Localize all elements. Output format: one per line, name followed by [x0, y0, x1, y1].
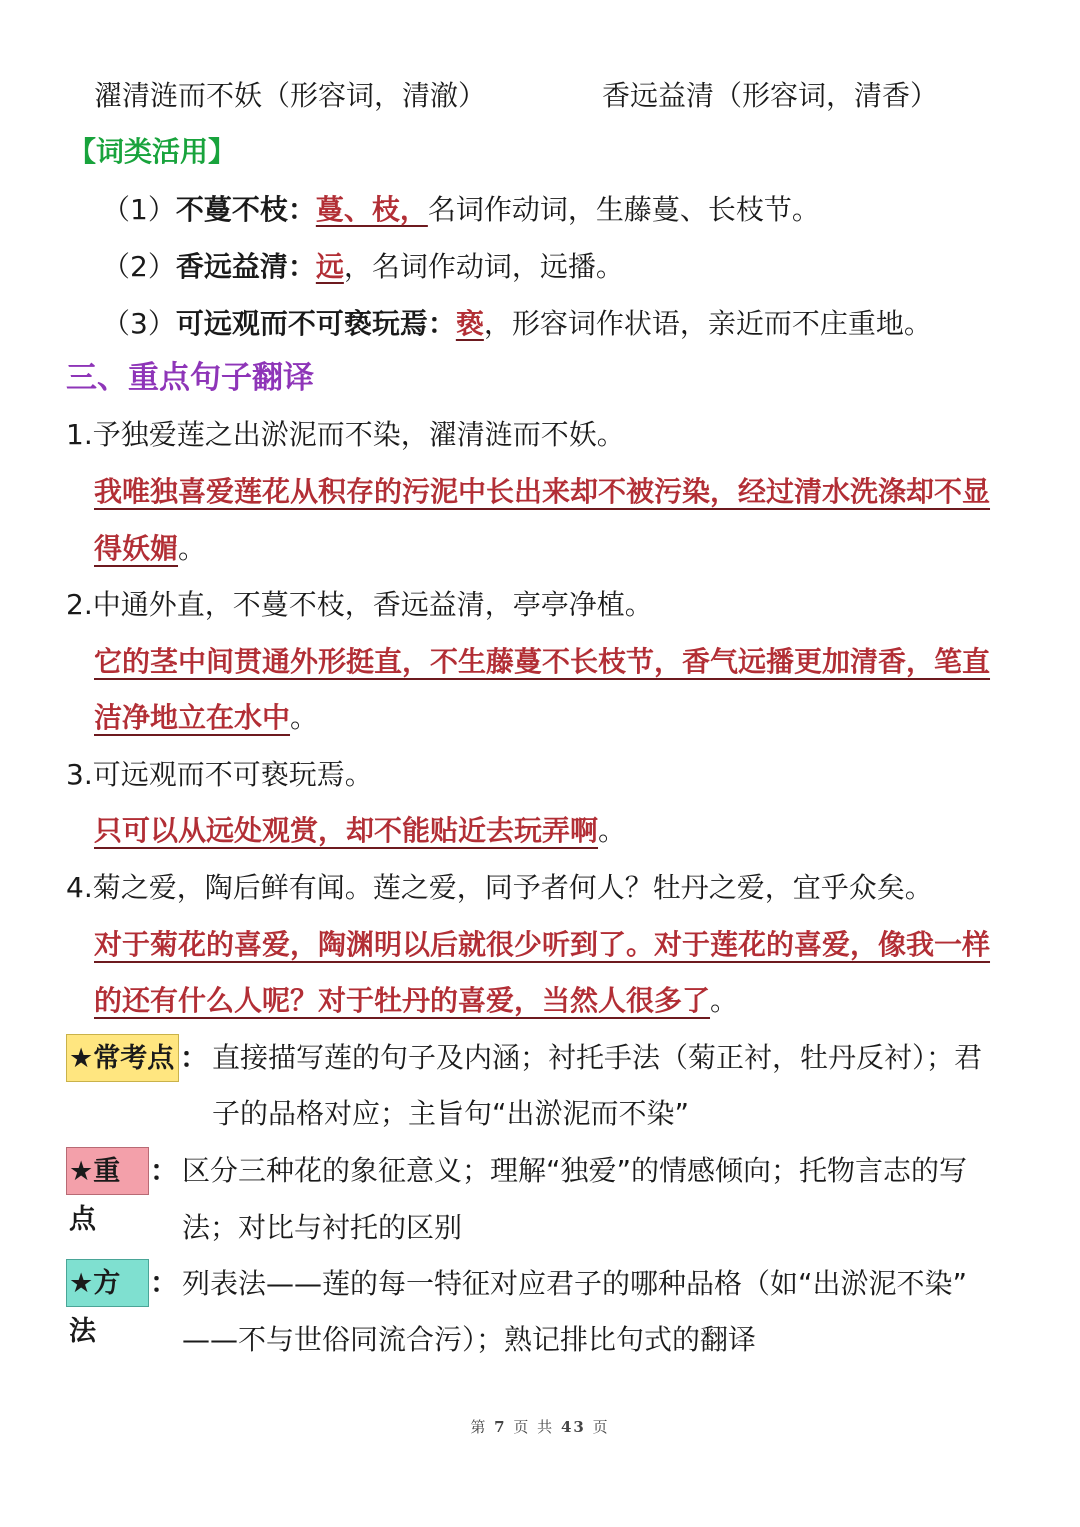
sentence-1-translation-line2: 得妖媚。 [94, 532, 207, 565]
item-phrase: 可远观而不可亵玩焉： [175, 307, 456, 340]
sentence-4-translation-line2: 的还有什么人呢？对于牡丹的喜爱，当然人很多了。 [94, 984, 739, 1017]
page-footer: 第 7 页 共 43 页 [470, 1418, 610, 1436]
example-left: 濯清涟而不妖（形容词，清澈） [94, 79, 487, 112]
sentence-2-original: 2.中通外直，不蔓不枝，香远益清，亭亭净植。 [66, 588, 653, 621]
item-number: （1） [102, 193, 176, 226]
item-key: 亵 [455, 307, 484, 340]
item-explain: ，名词作动词，远播。 [343, 250, 624, 283]
item-number: （3） [102, 307, 176, 340]
sentence-3-original: 3.可远观而不可亵玩焉。 [66, 758, 373, 791]
item-key: 远 [315, 250, 344, 283]
sentence-1-translation-line1: 我唯独喜爱莲花从积存的污泥中长出来却不被污染，经过清水洗涤却不显 [94, 475, 991, 508]
page-total: 43 [560, 1418, 586, 1436]
item-phrase: 香远益清： [175, 250, 316, 283]
note-3-line1: 列表法——莲的每一特征对应君子的哪种品格（如“出淤泥不染” [182, 1267, 968, 1300]
note-1-line2: 子的品格对应；主旨句“出淤泥而不染” [212, 1097, 690, 1130]
note-2-line2: 法；对比与衬托的区别 [182, 1211, 463, 1244]
sentence-3-translation-line1: 只可以从远处观赏，却不能贴近去玩弄啊。 [94, 814, 627, 847]
note-badge-key-exam: ★常考点 [66, 1034, 179, 1082]
note-badge-method: ★方法 [66, 1259, 149, 1307]
note-badge-focus: ★重点 [66, 1147, 149, 1195]
note-2-line1: 区分三种花的象征意义；理解“独爱”的情感倾向；托物言志的写 [182, 1154, 968, 1187]
sentence-2-translation-line2: 洁净地立在水中。 [94, 701, 319, 734]
example-right: 香远益清（形容词，清香） [602, 79, 939, 112]
item-explain: ，形容词作状语，亲近而不庄重地。 [483, 307, 932, 340]
sentence-2-translation-line1: 它的茎中间贯通外形挺直，不生藤蔓不长枝节，香气远播更加清香，笔直 [94, 645, 991, 678]
note-colon: ： [180, 1041, 209, 1074]
note-1-line1: 直接描写莲的句子及内涵；衬托手法（菊正衬，牡丹反衬）；君 [212, 1041, 983, 1074]
item-number: （2） [102, 250, 176, 283]
item-phrase: 不蔓不枝： [175, 193, 316, 226]
page-number: 7 [494, 1418, 507, 1436]
note-colon: ： [150, 1266, 179, 1299]
wordclass-item-1 [102, 190, 820, 230]
translation-heading: 三、重点句子翻译 [66, 360, 314, 396]
wordclass-heading: 【词类活用】 [68, 135, 237, 168]
wordclass-item-3 [102, 304, 932, 344]
item-explain: 名词作动词，生藤蔓、长枝节。 [427, 193, 820, 226]
note-colon: ： [150, 1154, 179, 1187]
sentence-4-translation-line1: 对于菊花的喜爱，陶渊明以后就很少听到了。对于莲花的喜爱，像我一样 [94, 928, 991, 961]
sentence-4-original: 4.菊之爱，陶后鲜有闻。莲之爱，同予者何人？牡丹之爱，宜乎众矣。 [66, 871, 933, 904]
sentence-1-original: 1.予独爱莲之出淤泥而不染，濯清涟而不妖。 [66, 418, 625, 451]
wordclass-item-2 [102, 247, 624, 287]
note-3-line2: ——不与世俗同流合污）；熟记排比句式的翻译 [182, 1323, 757, 1356]
item-key: 蔓、枝， [315, 193, 428, 226]
